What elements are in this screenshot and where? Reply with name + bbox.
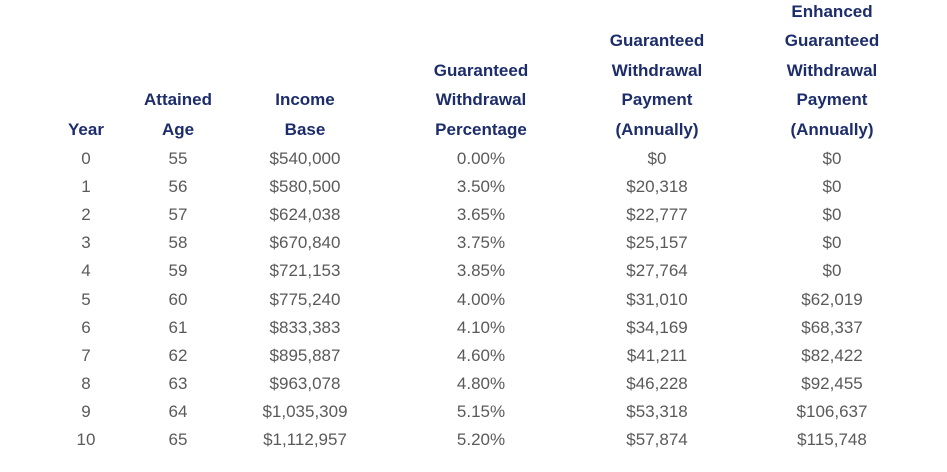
enhanced-payment-cell: $0 — [822, 149, 842, 168]
enhanced-payment-cell: $92,455 — [801, 373, 863, 393]
table-row — [0, 342, 947, 370]
header-income-base — [275, 85, 335, 144]
payment-cell: $57,874 — [626, 430, 688, 449]
percentage-cell: 4.80% — [456, 373, 506, 393]
header-line: Withdrawal — [435, 90, 527, 109]
header-line: Attained — [144, 90, 212, 109]
income-base-cell: $963,078 — [269, 373, 341, 393]
year-cell: 4 — [81, 261, 91, 281]
table-row — [0, 201, 947, 229]
payment-cell: $22,777 — [626, 205, 688, 225]
age-cell: 65 — [168, 430, 188, 449]
payment-cell: $53,318 — [626, 401, 688, 421]
enhanced-payment-cell: $0 — [822, 261, 842, 281]
income-base-cell: $1,035,309 — [262, 401, 348, 421]
age-cell: 59 — [168, 261, 188, 281]
header-attained-age — [144, 85, 212, 144]
percentage-cell: 5.15% — [456, 401, 506, 421]
income-base-cell: $721,153 — [269, 261, 341, 281]
header-line: Guaranteed — [784, 31, 880, 50]
percentage-cell: 3.75% — [456, 233, 506, 253]
year-cell: 3 — [81, 233, 91, 253]
header-line: Age — [161, 119, 195, 139]
table-row — [0, 370, 947, 398]
year-cell: 10 — [76, 430, 96, 449]
enhanced-payment-cell: $62,019 — [801, 289, 863, 309]
year-cell: 0 — [81, 149, 91, 168]
year-cell: 6 — [81, 317, 91, 337]
percentage-cell: 3.85% — [456, 261, 506, 281]
header-withdrawal-percentage — [434, 56, 528, 145]
table-row — [0, 286, 947, 314]
year-cell: 2 — [81, 205, 91, 225]
age-cell: 60 — [168, 289, 188, 309]
percentage-cell: 4.00% — [456, 289, 506, 309]
enhanced-payment-cell: $0 — [822, 233, 842, 253]
income-base-cell: $540,000 — [269, 149, 341, 168]
income-base-cell: $775,240 — [269, 289, 341, 309]
table-header — [0, 0, 947, 144]
table-row — [0, 426, 947, 454]
income-base-cell: $670,840 — [269, 233, 341, 253]
header-line: Year — [68, 119, 104, 139]
table-row — [0, 229, 947, 257]
age-cell: 55 — [168, 149, 188, 168]
age-cell: 57 — [168, 205, 188, 225]
enhanced-payment-cell: $0 — [822, 205, 842, 225]
year-cell: 7 — [81, 345, 91, 365]
year-cell: 9 — [81, 401, 91, 421]
percentage-cell: 4.60% — [456, 345, 506, 365]
enhanced-payment-cell: $82,422 — [801, 345, 863, 365]
age-cell: 56 — [168, 177, 188, 197]
income-base-cell: $624,038 — [269, 205, 341, 225]
income-base-cell: $833,383 — [269, 317, 341, 337]
header-line: Payment — [621, 90, 693, 109]
payment-cell: $27,764 — [626, 261, 688, 281]
header-line: Guaranteed — [609, 31, 705, 50]
payment-cell: $20,318 — [626, 177, 688, 197]
payment-cell: $25,157 — [626, 233, 688, 253]
header-line: Withdrawal — [611, 60, 703, 80]
year-cell: 1 — [81, 177, 91, 197]
age-cell: 63 — [168, 373, 188, 393]
table-row — [0, 145, 947, 173]
income-base-cell: $1,112,957 — [263, 430, 347, 449]
income-base-cell: $895,887 — [269, 345, 341, 365]
header-line: Income — [275, 90, 335, 109]
enhanced-payment-cell: $68,337 — [801, 317, 863, 337]
age-cell: 61 — [168, 317, 188, 337]
header-line: Guaranteed — [433, 60, 529, 80]
payment-cell: $41,211 — [626, 345, 688, 365]
payment-cell: $0 — [647, 149, 667, 168]
year-cell: 5 — [81, 289, 91, 309]
header-line: (Annually) — [790, 119, 874, 139]
header-line: Base — [284, 119, 326, 139]
payment-cell: $34,169 — [626, 317, 688, 337]
header-line: (Annually) — [615, 119, 699, 139]
header-withdrawal-payment — [610, 26, 704, 144]
table-row — [0, 398, 947, 426]
header-line: Percentage — [435, 119, 527, 139]
percentage-cell: 4.10% — [456, 317, 506, 337]
header-line: Withdrawal — [786, 60, 878, 80]
year-cell: 8 — [81, 373, 91, 393]
percentage-cell: 5.20% — [456, 430, 506, 449]
age-cell: 64 — [168, 401, 188, 421]
age-cell: 62 — [168, 345, 188, 365]
percentage-cell: 3.65% — [456, 205, 506, 225]
header-line: Enhanced — [791, 1, 873, 21]
payment-cell: $46,228 — [626, 373, 688, 393]
income-base-cell: $580,500 — [269, 177, 341, 197]
table-row — [0, 173, 947, 201]
header-line: Payment — [796, 90, 868, 109]
header-enhanced-payment — [785, 0, 879, 144]
enhanced-payment-cell: $115,748 — [797, 430, 867, 449]
table-row — [0, 257, 947, 285]
percentage-cell: 3.50% — [456, 177, 506, 197]
age-cell: 58 — [168, 233, 188, 253]
enhanced-payment-cell: $106,637 — [796, 401, 868, 421]
table-row — [0, 314, 947, 342]
header-year — [68, 115, 104, 145]
enhanced-payment-cell: $0 — [822, 177, 842, 197]
percentage-cell: 0.00% — [456, 149, 506, 168]
payment-cell: $31,010 — [626, 289, 688, 309]
